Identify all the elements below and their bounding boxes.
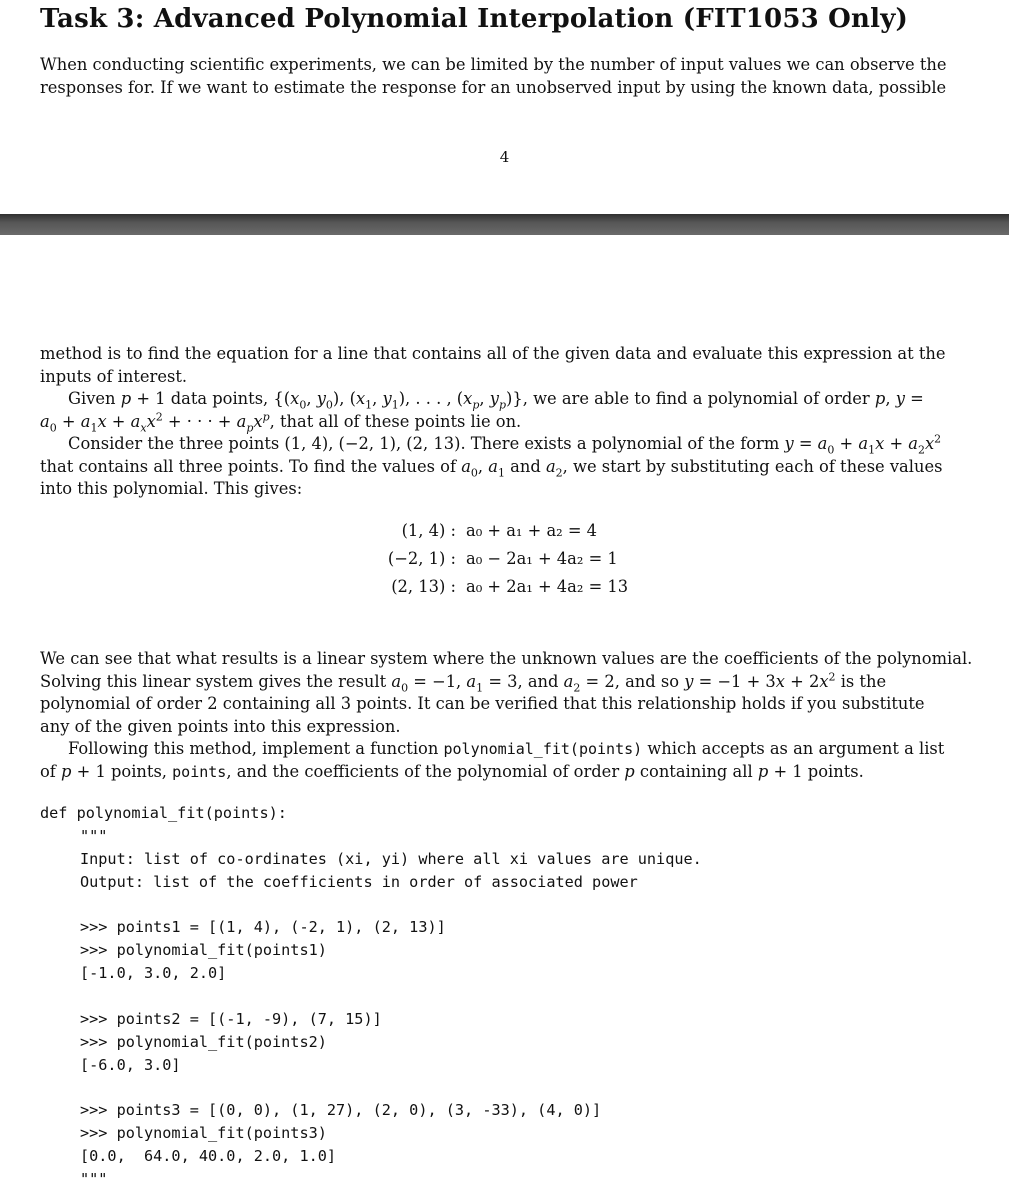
example-3-assign: >>> points3 = [(0, 0), (1, 27), (2, 0), (3, -33), (4, 0)] (80, 1101, 602, 1119)
example-1-assign: >>> points1 = [(1, 4), (-2, 1), (2, 13)] (80, 918, 446, 936)
example-2-output: [-6.0, 3.0] (80, 1056, 181, 1074)
docstring-close: """ (80, 1170, 108, 1188)
method-paragraph (40, 343, 956, 501)
consider-line-1: Consider the three points (1, 4), (−2, 1), (2, 13). There exists a polynomial of the form $y = a_0 + a_1x + a_2x^2$ (68, 432, 942, 457)
example-3-call: >>> polynomial_fit(points3) (80, 1124, 327, 1142)
result-line-1: We can see that what results is a linear system where the unknown values are the coefficients of the polynomial. (40, 649, 973, 668)
result-line-4: any of the given points into this expression. (40, 716, 401, 736)
docstring-output: Output: list of the coefficients in order of associated power (80, 873, 638, 891)
eq-expr-3: a₀ + 2a₁ + 4a₂ = 13 (466, 577, 629, 596)
function-signature: polynomial_fit(points) (443, 740, 643, 758)
result-line-3: polynomial of order 2 containing all 3 points. It can be verified that this relationship holds if you substitute (40, 694, 925, 713)
task-line-1: Following this method, implement a function polynomial_fit(points) which accepts as an argument a list (68, 739, 945, 758)
task-title: Task 3: Advanced Polynomial Interpolation (FIT1053 Only) (40, 4, 909, 34)
page-number: 4 (499, 148, 510, 166)
eq-expr-2: a₀ − 2a₁ + 4a₂ = 1 (466, 549, 618, 568)
eq-point-1: (1, 4) : (401, 521, 456, 540)
method-line-1: method is to find the equation for a line that contains all of the given data and evaluate this expression at the (40, 344, 946, 363)
code-def-line: def polynomial_fit(points): (40, 804, 287, 822)
intro-line-2: responses for. If we want to estimate the response for an unobserved input by using the known data, possible (40, 77, 947, 97)
example-2-call: >>> polynomial_fit(points2) (80, 1033, 327, 1051)
method-line-2: inputs of interest. (40, 366, 188, 386)
intro-paragraph (40, 54, 956, 99)
result-line-2: Solving this linear system gives the result $a_0 = -1$, $a_1 = 3$, and $a_2 = 2$, and so $y = -1 + 3x + 2x^2$ is the (40, 670, 887, 694)
consider-line-2: that contains all three points. To find the values of $a_0$, $a_1$ and $a_2$, we start by substituting each of these values (40, 456, 943, 479)
page-break-divider (0, 214, 1009, 235)
eq-expr-1: a₀ + a₁ + a₂ = 4 (466, 521, 598, 540)
task-line-2: of p + 1 points, points, and the coefficients of the polynomial of order p containing all p + 1 points. (40, 761, 864, 781)
example-2-assign: >>> points2 = [(-1, -9), (7, 15)] (80, 1010, 382, 1028)
result-paragraph (40, 648, 973, 783)
consider-line-3: into this polynomial. This gives: (40, 479, 303, 498)
example-1-call: >>> polynomial_fit(points1) (80, 941, 327, 959)
given-line-2: $a_0 + a_1x + a_xx^2$ + · · · + $a_px^p$, that all of these points lie on. (40, 410, 522, 434)
eq-point-3: (2, 13) : (391, 577, 456, 596)
docstring-input: Input: list of co-ordinates (xi, yi) where all xi values are unique. (80, 850, 702, 868)
eq-point-2: (−2, 1) : (387, 549, 456, 568)
given-line-1: Given p + 1 data points, {($x_0$, $y_0$), ($x_1$, $y_1$), . . . , ($x_p$, $y_p$)}, we are able to find a polynomial of order p, y = (68, 389, 924, 412)
intro-line-1: When conducting scientific experiments, we can be limited by the number of input values we can observe the (40, 55, 947, 74)
docstring-open: """ (80, 827, 108, 845)
example-1-output: [-1.0, 3.0, 2.0] (80, 964, 227, 982)
example-3-output: [0.0, 64.0, 40.0, 2.0, 1.0] (80, 1147, 337, 1165)
